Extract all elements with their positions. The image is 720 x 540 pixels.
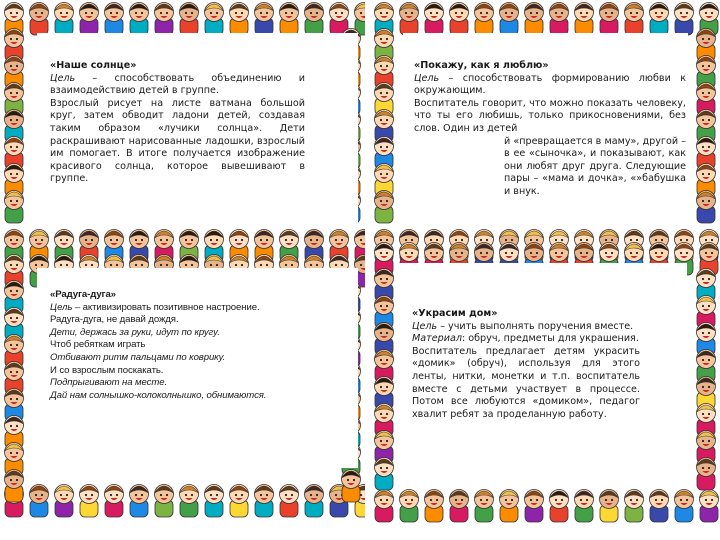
goal-label: Цель xyxy=(412,320,438,332)
action-line: Отбивают ритм пальцами по коврику. xyxy=(50,351,226,363)
card-nashe-solntse xyxy=(50,60,305,186)
cartoon-child xyxy=(305,485,324,518)
cartoon-child xyxy=(130,3,149,36)
goal-label: Цель xyxy=(50,72,76,84)
cartoon-child xyxy=(375,458,394,491)
card-body-part-2: й «превращается в маму», другой – в ее «сыночка», и показывают, как они любят друг друга. Следующие пары – «мама и дочка», «»бабушка и внук. xyxy=(504,135,686,197)
cartoon-child xyxy=(30,3,49,36)
cartoon-child xyxy=(5,470,24,503)
cartoon-child xyxy=(475,3,494,36)
cartoon-child xyxy=(700,490,719,523)
card-title: «Украсим дом» xyxy=(412,308,498,319)
cartoon-child xyxy=(550,490,569,523)
goal-text: – учить выполнять поручения вместе. xyxy=(437,320,634,332)
cartoon-child xyxy=(625,490,644,523)
goal-text: – активизировать позитивное настроение. xyxy=(72,301,260,313)
card-body: Взрослый рисует на листе ватмана большой круг, затем обводит ладони детей, создавая таким образом «лучики солнца». Дети раскрашивают нарисованные ладошки, взрослый им помогает. В итоге получается изображение красивого солнца, которое вывешивают в группе. xyxy=(50,97,305,185)
cartoon-child xyxy=(80,3,99,36)
verse-line: И со взрослым поскакать. xyxy=(50,364,164,376)
card-title: «Покажу, как я люблю» xyxy=(414,60,549,71)
cartoon-child xyxy=(55,3,74,36)
card-goal xyxy=(412,321,640,334)
cartoon-child xyxy=(650,3,669,36)
action-line: Дети, держась за руки, идут по кругу. xyxy=(50,326,220,338)
cartoon-child xyxy=(230,3,249,36)
cartoon-child xyxy=(180,485,199,518)
card-raduga-duga xyxy=(50,289,303,402)
cartoon-child xyxy=(450,3,469,36)
cartoon-child xyxy=(155,3,174,36)
cartoon-child xyxy=(305,3,324,36)
card-title: «Наше солнце» xyxy=(50,60,137,71)
cartoon-child xyxy=(230,485,249,518)
cartoon-child xyxy=(280,485,299,518)
card-pokazhu-kak-ya-lyublyu xyxy=(414,60,686,199)
cartoon-child xyxy=(450,490,469,523)
cartoon-child xyxy=(600,3,619,36)
action-line: Подпрыгивают на месте. xyxy=(50,377,168,389)
cartoon-child xyxy=(625,3,644,36)
cartoon-child xyxy=(600,490,619,523)
cartoon-child xyxy=(342,470,361,503)
goal-label: Цель xyxy=(50,301,73,313)
cartoon-child xyxy=(205,485,224,518)
cartoon-child xyxy=(425,3,444,36)
action-line: Дай нам солнышко-колоколнышко, обнимаются. xyxy=(50,389,267,401)
cartoon-child xyxy=(575,490,594,523)
cartoon-child xyxy=(280,3,299,36)
card-material xyxy=(412,333,640,346)
cartoon-child xyxy=(400,490,419,523)
cartoon-child xyxy=(80,485,99,518)
cartoon-child xyxy=(105,3,124,36)
cartoon-child xyxy=(130,485,149,518)
card-ukrasim-dom xyxy=(412,308,640,421)
cartoon-child xyxy=(675,490,694,523)
cartoon-child xyxy=(575,3,594,36)
cartoon-child xyxy=(650,490,669,523)
goal-text: – способствовать формированию любви к окружающим. xyxy=(414,72,686,97)
card-body: Воспитатель предлагает детям украсить «домик» (обруч), используя для этого ленты, нитки, монетки и т.п. воспитатель вместе с детьми участвует в процессе. Потом все любуются «домиком», педагог хвалит ребят за проделанную работу. xyxy=(412,345,640,420)
cartoon-child xyxy=(255,3,274,36)
cartoon-child xyxy=(375,490,394,523)
cartoon-child xyxy=(425,490,444,523)
verse-line: Радуга-дуга, не давай дождя. xyxy=(50,314,179,326)
cartoon-child xyxy=(205,3,224,36)
card-body-part-1: Воспитатель говорит, что можно показать человеку, что ты его любишь, только прикосновениями, без слов. Один из детей xyxy=(414,97,686,134)
cartoon-child xyxy=(400,3,419,36)
cartoon-child xyxy=(675,3,694,36)
material-label: Материал xyxy=(412,333,462,345)
material-text: : обруч, предметы для украшения. xyxy=(461,333,639,345)
card-goal xyxy=(414,73,686,98)
cartoon-child xyxy=(105,485,124,518)
cartoon-child xyxy=(525,490,544,523)
cartoon-child xyxy=(697,458,716,491)
cartoon-child xyxy=(180,3,199,36)
cartoon-child xyxy=(500,3,519,36)
cartoon-child xyxy=(5,191,24,224)
cartoon-child xyxy=(697,191,716,224)
cartoon-child xyxy=(475,490,494,523)
cartoon-child xyxy=(375,191,394,224)
cartoon-child xyxy=(255,485,274,518)
cartoon-child xyxy=(550,3,569,36)
card-title: «Радуга-дуга» xyxy=(50,289,116,300)
cartoon-child xyxy=(30,485,49,518)
cartoon-child xyxy=(525,3,544,36)
card-goal xyxy=(50,302,303,315)
card-goal xyxy=(50,73,305,98)
cartoon-child xyxy=(155,485,174,518)
goal-label: Цель xyxy=(414,72,440,84)
cartoon-child xyxy=(500,490,519,523)
verse-line: Чтоб ребяткам играть xyxy=(50,339,146,351)
cartoon-child xyxy=(55,485,74,518)
goal-text: – способствовать объединению и взаимодействию детей в группе. xyxy=(50,72,305,97)
